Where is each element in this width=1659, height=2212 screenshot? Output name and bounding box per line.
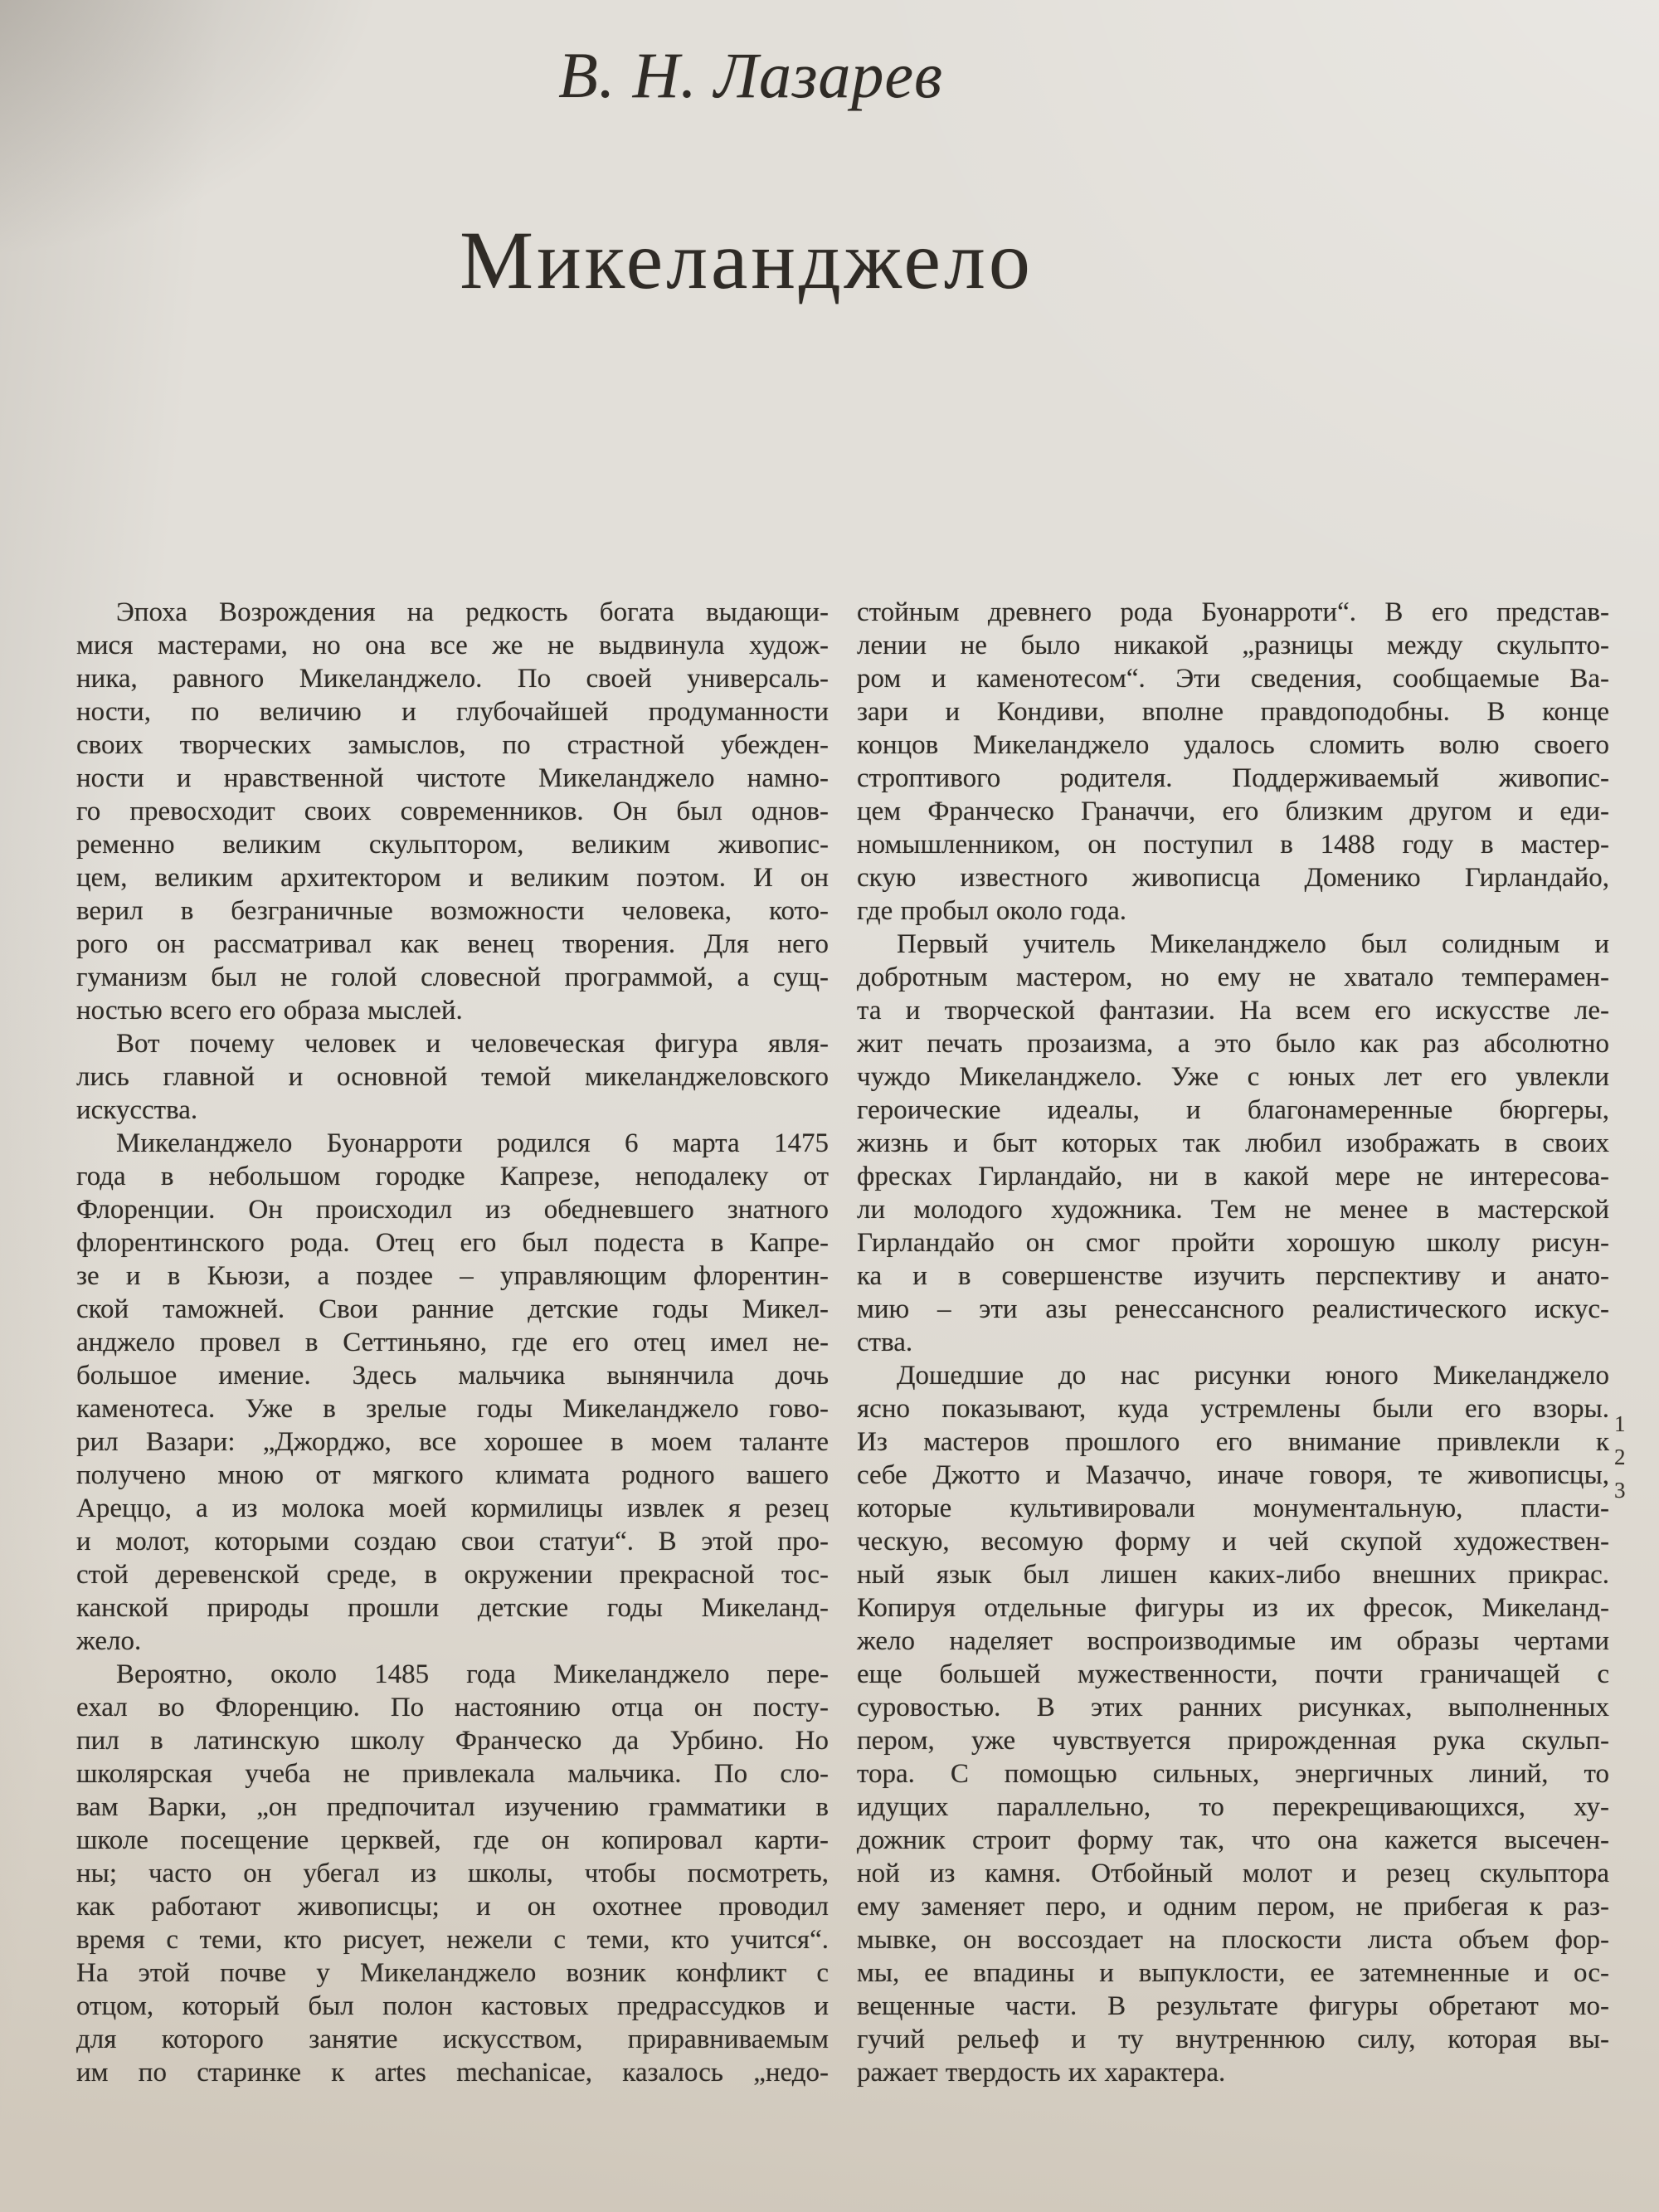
text-line: верил в безграничные возможности человека, кото- xyxy=(76,896,829,926)
text-line: канской природы прошли детские годы Микеланд- xyxy=(76,1593,829,1623)
text-line: ли молодого художника. Тем не менее в мастерской xyxy=(857,1195,1609,1225)
paragraph xyxy=(76,1127,829,1658)
text-line: ной из камня. Отбойный молот и резец скульптора xyxy=(857,1859,1609,1888)
text-line: идущих параллельно, то перекрещивающихся, ху- xyxy=(857,1792,1609,1822)
text-line: школярская учеба не привлекала мальчика. По сло- xyxy=(76,1759,829,1789)
left-column xyxy=(76,596,829,2089)
text-line: Дошедшие до нас рисунки юного Микеланджело xyxy=(897,1361,1609,1391)
text-line: большое имение. Здесь мальчика вынянчила дочь xyxy=(76,1361,829,1391)
text-line: рого он рассматривал как венец творения. Для него xyxy=(76,929,829,959)
text-line: Микеланджело Буонарроти родился 6 марта 1475 xyxy=(116,1128,829,1158)
margin-number: 1 xyxy=(1614,1411,1626,1436)
text-line: ему заменяет перо, и одним пером, не прибегая к раз- xyxy=(857,1892,1609,1922)
text-line: ременно великим скульптором, великим живопис- xyxy=(76,830,829,860)
text-line: На этой почве у Микеланджело возник конфликт с xyxy=(76,1958,829,1988)
text-line: мы, ее впадины и выпуклости, ее затемненные и ос- xyxy=(857,1958,1609,1988)
text-line: суровостью. В этих ранних рисунках, выполненных xyxy=(857,1693,1609,1722)
text-line: еще большей мужественности, почти граничащей с xyxy=(857,1659,1609,1689)
text-line: героические идеалы, и благонамеренные бюргеры, xyxy=(857,1095,1609,1125)
text-line: ражает твердость их характера. xyxy=(857,2058,1226,2088)
text-line: Флоренции. Он происходил из обедневшего знатного xyxy=(76,1195,829,1225)
text-line: ности, по величию и глубочайшей продуманности xyxy=(76,697,829,727)
text-line: где пробыл около года. xyxy=(857,896,1127,926)
text-line: зари и Кондиви, вполне правдоподобны. В конце xyxy=(857,697,1609,727)
text-line: школе посещение церквей, где он копировал карти- xyxy=(76,1825,829,1855)
paragraph xyxy=(76,596,829,1027)
text-line: года в небольшом городке Капрезе, неподалеку от xyxy=(76,1162,829,1191)
text-line: мию – эти азы ренессансного реалистического искус- xyxy=(857,1294,1609,1324)
margin-number: 2 xyxy=(1614,1445,1626,1469)
text-line: пером, уже чувствуется прирожденная рука скульп- xyxy=(857,1726,1609,1756)
text-line: им по старинке к artes mechanicae, казалось „недо- xyxy=(76,2058,829,2088)
text-line: и молот, которыми создаю свои статуи“. В этой про- xyxy=(76,1527,829,1557)
text-line: Ареццо, а из молока моей кормилицы извлек я резец xyxy=(76,1493,829,1523)
text-line: ны; часто он убегал из школы, чтобы посмотреть, xyxy=(76,1859,829,1888)
text-line: тора. С помощью сильных, энергичных линий, то xyxy=(857,1759,1609,1789)
text-line: анджело провел в Сеттиньяно, где его отец имел не- xyxy=(76,1328,829,1357)
text-line: жело наделяет воспроизводимые им образы чертами xyxy=(857,1626,1609,1656)
paragraph xyxy=(76,1027,829,1127)
text-columns xyxy=(76,596,1609,2089)
text-line: Вероятно, около 1485 года Микеланджело пере- xyxy=(116,1659,829,1689)
paragraph xyxy=(857,928,1609,1359)
text-line: пил в латинскую школу Франческо да Урбино. Но xyxy=(76,1726,829,1756)
text-line: стойным древнего рода Буонарроти“. В его представ- xyxy=(857,597,1609,627)
text-line: вам Варки, „он предпочитал изучению грамматики в xyxy=(76,1792,829,1822)
text-line: чуждо Микеланджело. Уже с юных лет его увлекли xyxy=(857,1062,1609,1092)
text-line: получено мною от мягкого климата родного вашего xyxy=(76,1460,829,1490)
text-line: зе и в Кьюзи, а поздее – управляющим флорентин- xyxy=(76,1261,829,1291)
paragraph xyxy=(857,1359,1609,2089)
text-line: своих творческих замыслов, по страстной убежден- xyxy=(76,730,829,760)
text-line: вещенные части. В результате фигуры обретают мо- xyxy=(857,1991,1609,2021)
text-line: жит печать прозаизма, а это было как раз абсолютно xyxy=(857,1029,1609,1059)
right-column xyxy=(857,596,1609,2089)
text-line: рил Вазари: „Джорджо, все хорошее в моем таланте xyxy=(76,1427,829,1457)
text-line: Копируя отдельные фигуры из их фресок, Микеланд- xyxy=(857,1593,1609,1623)
text-line: гуманизм был не голой словесной программой, а сущ- xyxy=(76,962,829,992)
text-line: ясно показывают, куда устремлены были его взоры. xyxy=(857,1394,1609,1424)
text-line: лении не было никакой „разницы между скульпто- xyxy=(857,631,1609,660)
paragraph xyxy=(76,1658,829,2089)
text-line: искусства. xyxy=(76,1095,198,1125)
author-name: В. Н. Лазарев xyxy=(558,39,943,111)
page-title: Микеланджело xyxy=(460,214,1034,306)
text-line: Гирландайо он смог пройти хорошую школу рисун- xyxy=(857,1228,1609,1258)
text-line: дожник строит форму так, что она кажется высечен- xyxy=(857,1825,1609,1855)
text-line: которые культивировали монументальную, пласти- xyxy=(857,1493,1609,1523)
text-line: концов Микеланджело удалось сломить волю своего xyxy=(857,730,1609,760)
text-line: ческую, весомую форму и чей скупой художествен- xyxy=(857,1527,1609,1557)
text-line: та и творческой фантазии. На всем его искусстве ле- xyxy=(857,996,1609,1026)
text-line: Вот почему человек и человеческая фигура явля- xyxy=(116,1029,829,1059)
margin-numbers xyxy=(1614,1407,1626,1507)
paragraph xyxy=(857,596,1609,928)
text-line: номышленником, он поступил в 1488 году в мастер- xyxy=(857,830,1609,860)
text-line: отцом, который был полон кастовых предрассудков и xyxy=(76,1991,829,2021)
text-line: время с теми, кто рисует, нежели с теми, кто учится“. xyxy=(76,1925,829,1955)
text-line: ской таможней. Свои ранние детские годы Микел- xyxy=(76,1294,829,1324)
text-line: для которого занятие искусством, приравниваемым xyxy=(76,2024,829,2054)
text-line: стой деревенской среде, в окружении прекрасной тос- xyxy=(76,1560,829,1590)
text-line: жизнь и быт которых так любил изображать в своих xyxy=(857,1128,1609,1158)
text-line: скую известного живописца Доменико Гирландайо, xyxy=(857,863,1609,893)
text-line: себе Джотто и Мазаччо, иначе говоря, те живописцы, xyxy=(857,1460,1609,1490)
text-line: ника, равного Микеланджело. По своей универсаль- xyxy=(76,664,829,694)
text-line: добротным мастером, но ему не хватало темперамен- xyxy=(857,962,1609,992)
text-line: мывке, он воссоздает на плоскости листа объем фор- xyxy=(857,1925,1609,1955)
margin-number: 3 xyxy=(1614,1478,1626,1503)
text-line: ный язык был лишен каких-либо внешних прикрас. xyxy=(857,1560,1609,1590)
text-line: мися мастерами, но она все же не выдвинула худож- xyxy=(76,631,829,660)
text-line: каменотеса. Уже в зрелые годы Микеланджело гово- xyxy=(76,1394,829,1424)
text-line: флорентинского рода. Отец его был подеста в Капре- xyxy=(76,1228,829,1258)
text-line: ностью всего его образа мыслей. xyxy=(76,996,463,1026)
text-line: строптивого родителя. Поддерживаемый живопис- xyxy=(857,763,1609,793)
text-line: ром и каменотесом“. Эти сведения, сообщаемые Ва- xyxy=(857,664,1609,694)
text-line: лись главной и основной темой микеланджеловского xyxy=(76,1062,829,1092)
text-line: жело. xyxy=(76,1626,142,1656)
text-line: фресках Гирландайо, ни в какой мере не интересова- xyxy=(857,1162,1609,1191)
text-line: как работают живописцы; и он охотнее проводил xyxy=(76,1892,829,1922)
text-line: Эпоха Возрождения на редкость богата выдающи- xyxy=(116,597,829,627)
text-line: Первый учитель Микеланджело был солидным и xyxy=(897,929,1609,959)
text-line: цем, великим архитектором и великим поэтом. И он xyxy=(76,863,829,893)
text-line: гучий рельеф и ту внутреннюю силу, которая вы- xyxy=(857,2024,1609,2054)
text-line: ехал во Флоренцию. По настоянию отца он посту- xyxy=(76,1693,829,1722)
text-line: цем Франческо Граначчи, его близким другом и еди- xyxy=(857,797,1609,826)
text-line: го превосходит своих современников. Он был однов- xyxy=(76,797,829,826)
text-line: ности и нравственной чистоте Микеланджело намно- xyxy=(76,763,829,793)
text-line: Из мастеров прошлого его внимание привлекли к xyxy=(857,1427,1609,1457)
text-line: ства. xyxy=(857,1328,913,1357)
text-line: ка и в совершенстве изучить перспективу и анато- xyxy=(857,1261,1609,1291)
